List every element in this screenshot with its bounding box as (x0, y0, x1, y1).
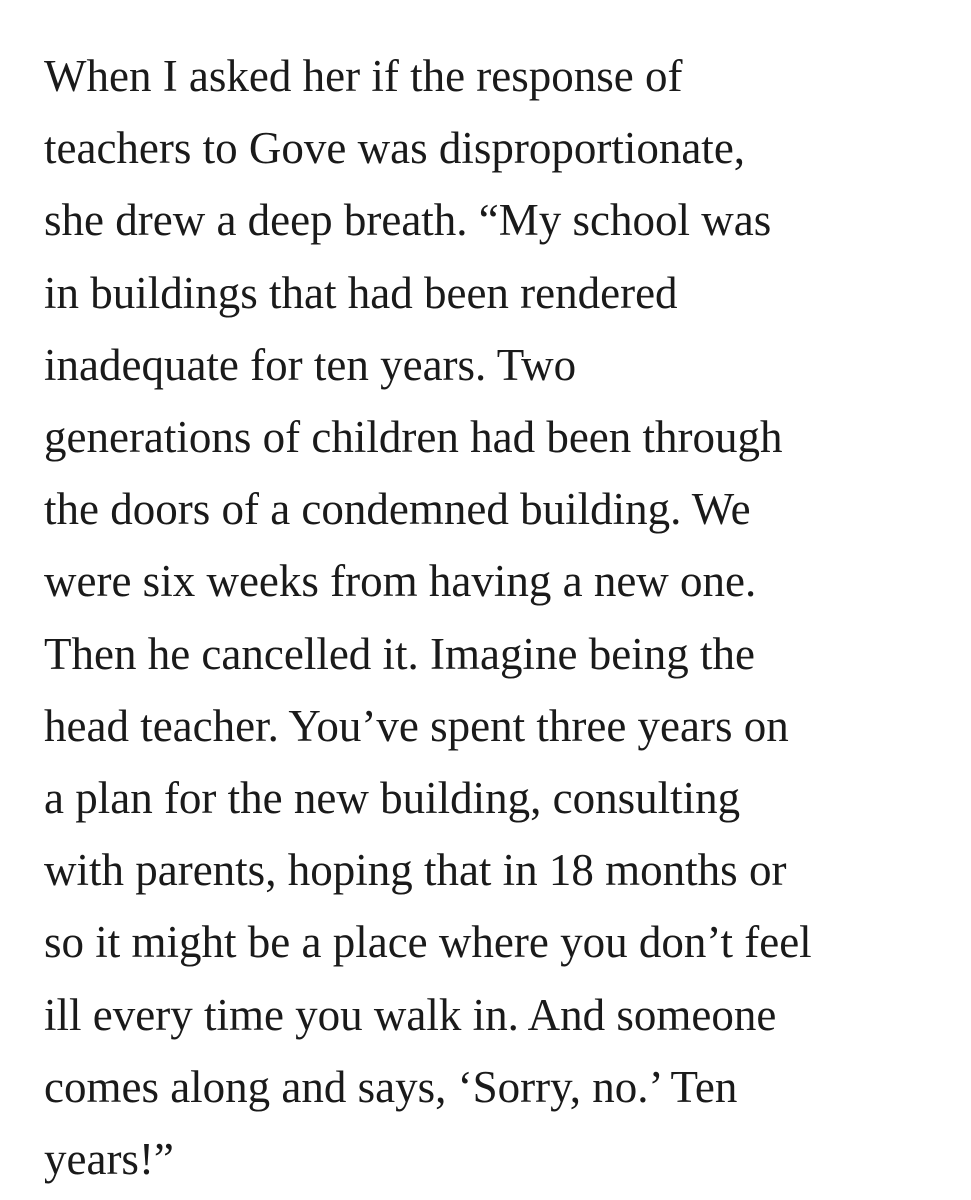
paragraph-line: years!” (44, 1134, 174, 1185)
paragraph-line: inadequate for ten years. Two (44, 339, 577, 390)
paragraph-line: so it might be a place where you don’t feel (44, 917, 812, 968)
paragraph-line: with parents, hoping that in 18 months or (44, 845, 787, 896)
paragraph-line: a plan for the new building, consulting (44, 773, 741, 824)
paragraph-line: head teacher. You’ve spent three years on (44, 700, 789, 751)
paragraph-line: were six weeks from having a new one. (44, 556, 757, 607)
article-paragraph (44, 40, 944, 1195)
paragraph-line: she drew a deep breath. “My school was (44, 195, 772, 246)
paragraph-line: Then he cancelled it. Imagine being the (44, 628, 755, 679)
paragraph-line: comes along and says, ‘Sorry, no.’ Ten (44, 1061, 738, 1112)
paragraph-line: teachers to Gove was disproportionate, (44, 123, 746, 174)
paragraph-line: in buildings that had been rendered (44, 267, 678, 318)
paragraph-line: generations of children had been through (44, 412, 783, 463)
paragraph-line: ill every time you walk in. And someone (44, 989, 777, 1040)
paragraph-line: When I asked her if the response of (44, 51, 683, 101)
paragraph-line: the doors of a condemned building. We (44, 484, 751, 535)
